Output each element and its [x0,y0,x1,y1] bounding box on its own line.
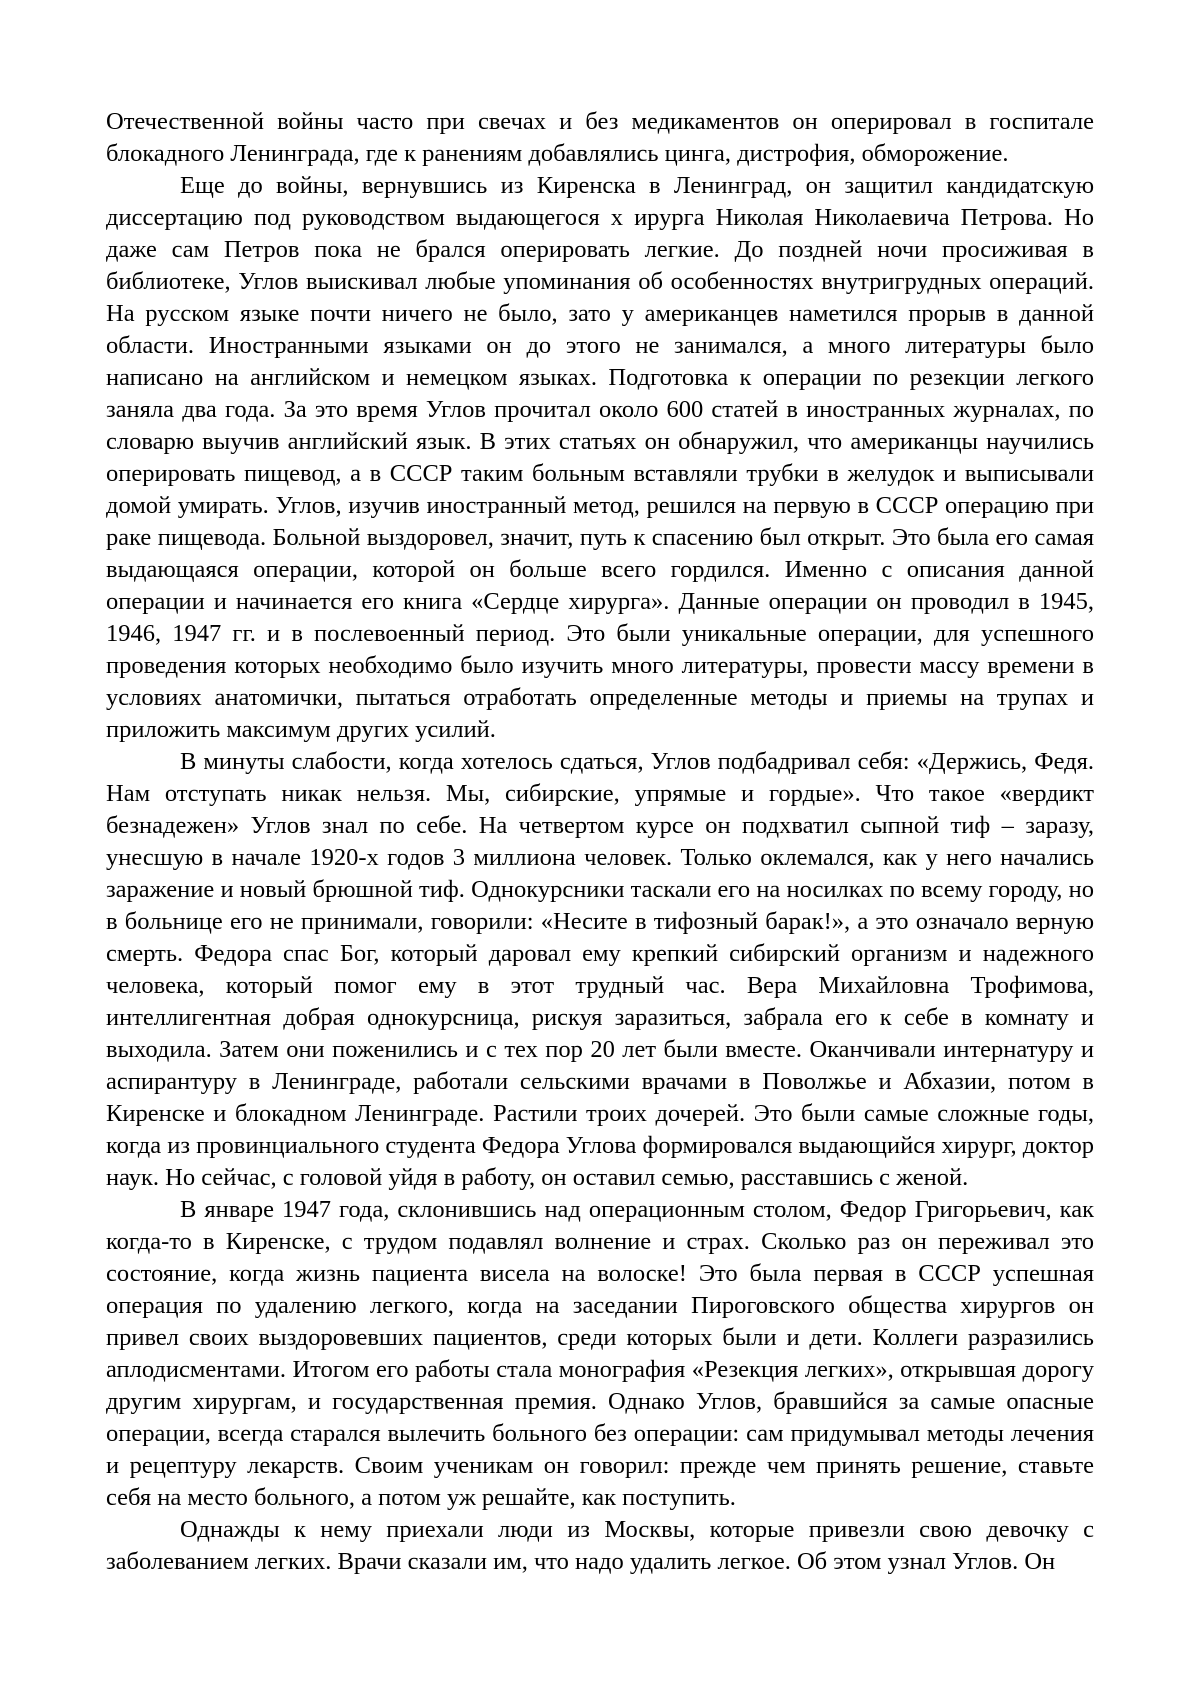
page-text-block [106,106,1094,1578]
paragraph: Однажды к нему приехали люди из Москвы, которые привезли свою девочку с заболеванием легких. Врачи сказали им, что надо удалить легкое. Об этом узнал Углов. Он [106,1516,1094,1575]
paragraph-continuation: Отечественной войны часто при свечах и без медикаментов он оперировал в госпитале блокадного Ленинграда, где к ранениям добавлялись цинга, дистрофия, обморожение. [106,108,1094,167]
paragraph: В минуты слабости, когда хотелось сдаться, Углов подбадривал себя: «Держись, Федя. Нам отступать никак нельзя. Мы, сибирские, упрямые и гордые». Что такое «вердикт безнадежен» Углов знал по себе. На четвертом курсе он подхватил сыпной тиф – заразу, унесшую в начале 1920-х годов 3 миллиона человек. Только оклемался, как у него начались заражение и новый брюшной тиф. Однокурсники таскали его на носилках по всему городу, но в больнице его не принимали, говорили: «Несите в тифозный барак!», а это означало верную смерть. Федора спас Бог, который даровал ему крепкий сибирский организм и надежного человека, который помог ему в этот трудный час. Вера Михайловна Трофимова, интеллигентная добрая однокурсница, рискуя заразиться, забрала его к себе в комнату и выходила. Затем они поженились и с тех пор 20 лет были вместе. Оканчивали интернатуру и аспирантуру в Ленинграде, работали сельскими врачами в Поволжье и Абхазии, потом в Киренске и блокадном Ленинграде. Растили троих дочерей. Это были самые сложные годы, когда из провинциального студента Федора Углова формировался выдающийся хирург, доктор наук. Но сейчас, с головой уйдя в работу, он оставил семью, расставшись с женой. [106,748,1094,1191]
paragraph: В январе 1947 года, склонившись над операционным столом, Федор Григорьевич, как когда-то в Киренске, с трудом подавлял волнение и страх. Сколько раз он переживал это состояние, когда жизнь пациента висела на волоске! Это была первая в СССР успешная операция по удалению легкого, когда на заседании Пироговского общества хирургов он привел своих выздоровевших пациентов, среди которых были и дети. Коллеги разразились аплодисментами. Итогом его работы стала монография «Резекция легких», открывшая дорогу другим хирургам, и государственная премия. Однако Углов, бравшийся за самые опасные операции, всегда старался вылечить больного без операции: сам придумывал методы лечения и рецептуру лекарств. Своим ученикам он говорил: прежде чем принять решение, ставьте себя на место больного, а потом уж решайте, как поступить. [106,1196,1094,1511]
paragraph: Еще до войны, вернувшись из Киренска в Ленинград, он защитил кандидатскую диссертацию под руководством выдающегося х ирурга Николая Николаевича Петрова. Но даже сам Петров пока не брался оперировать легкие. До поздней ночи просиживая в библиотеке, Углов выискивал любые упоминания об особенностях внутригрудных операций. На русском языке почти ничего не было, зато у американцев наметился прорыв в данной области. Иностранными языками он до этого не занимался, а много литературы было написано на английском и немецком языках. Подготовка к операции по резекции легкого заняла два года. За это время Углов прочитал около 600 статей в иностранных журналах, по словарю выучив английский язык. В этих статьях он обнаружил, что американцы научились оперировать пищевод, а в СССР таким больным вставляли трубки в желудок и выписывали домой умирать. Углов, изучив иностранный метод, решился на первую в СССР операцию при раке пищевода. Больной выздоровел, значит, путь к спасению был открыт. Это была его самая выдающаяся операции, которой он больше всего гордился. Именно с описания данной операции и начинается его книга «Сердце хирурга». Данные операции он проводил в 1945, 1946, 1947 гг. и в послевоенный период. Это были уникальные операции, для успешного проведения которых необходимо было изучить много литературы, провести массу времени в условиях анатомички, пытаться отработать определенные методы и приемы на трупах и приложить максимум других усилий. [106,172,1094,743]
